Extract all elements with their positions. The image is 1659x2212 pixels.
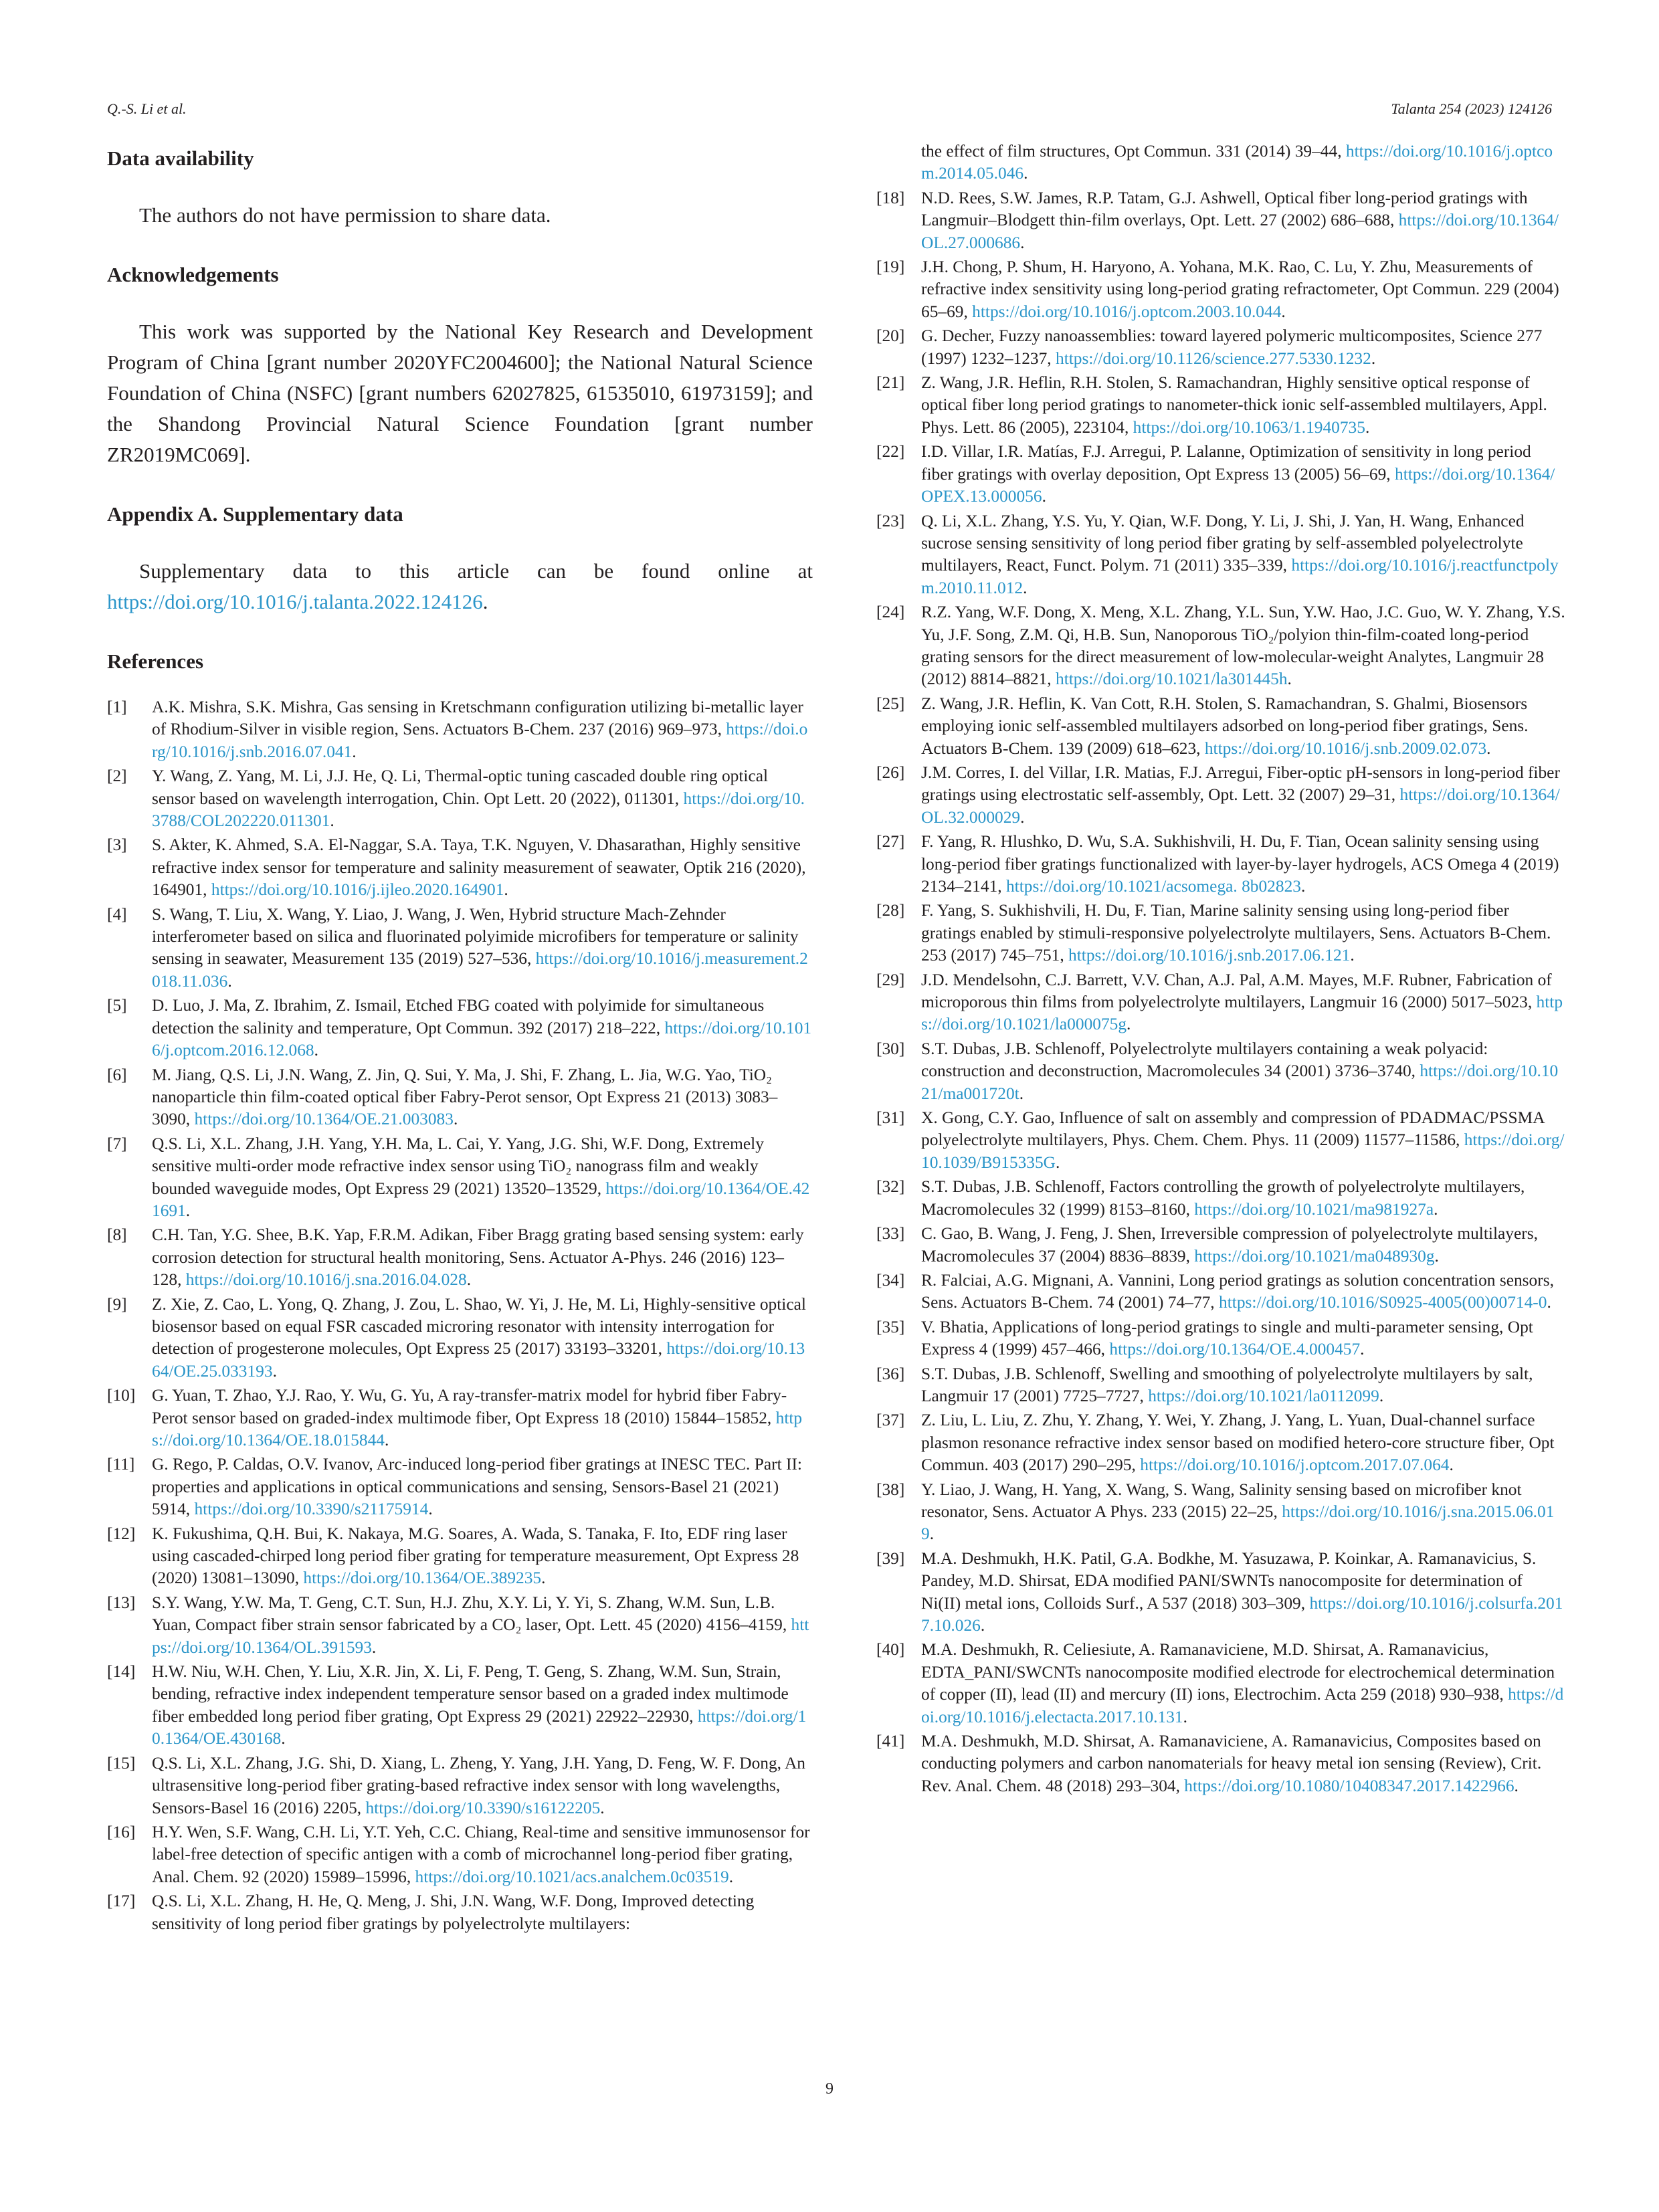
reference-number: [7] [107, 1134, 127, 1153]
reference-item [876, 510, 1565, 600]
reference-item [107, 834, 813, 901]
reference-end: . [1350, 946, 1355, 965]
reference-item [107, 904, 813, 993]
reference-text: Q.S. Li, X.L. Zhang, J.G. Shi, D. Xiang, L. Zheng, Y. Yang, J.H. Yang, D. Feng, W. F. Dong, An ultrasensitive long-period fiber grating-based refractive index sensor with long wavelengths, Sensors-Basel 16 (2016) 2205, [152, 1753, 805, 1817]
appendix-heading: Appendix A. Supplementary data [107, 502, 403, 526]
reference-text: C.H. Tan, Y.G. Shee, B.K. Yap, F.R.M. Adikan, Fiber Bragg grating based sensing system: early corrosion detection for structural health monitoring, Sens. Actuator A-Phys. 246 (2016) 123–128, [152, 1225, 804, 1290]
reference-item [107, 1224, 813, 1291]
reference-item [876, 256, 1565, 323]
reference-link[interactable]: https://doi.org/10.1016/j.optcom.2017.07.064 [1140, 1455, 1450, 1475]
reference-end: . [1019, 1084, 1024, 1103]
reference-item [876, 1479, 1565, 1546]
reference-number: [11] [107, 1455, 135, 1474]
reference-text: S. Akter, K. Ahmed, S.A. El-Naggar, S.A. Taya, T.K. Nguyen, V. Dhasarathan, Highly sensitive refractive index sensor for temperature and salinity measurement of seawater, Optik 216 (2020), 164901, [152, 835, 806, 900]
reference-link[interactable]: https://doi.org/10.1021/ma048930g [1194, 1246, 1435, 1266]
reference-link[interactable]: https://doi.org/10.1364/OPEX.13.000056 [921, 464, 1555, 506]
reference-item [876, 831, 1565, 898]
reference-number: [3] [107, 835, 127, 855]
reference-item [876, 1639, 1565, 1728]
reference-end: . [1434, 1246, 1439, 1266]
reference-17-continuation [876, 140, 1565, 185]
reference-end: . [1287, 670, 1292, 689]
reference-end: . [728, 1867, 734, 1886]
reference-text: G. Decher, Fuzzy nanoassemblies: toward layered polymeric multicomposites, Science 277 (1997) 1232–1237, [921, 326, 1543, 368]
reference-number: [9] [107, 1294, 127, 1314]
reference-link[interactable]: https://doi.org/10.1021/acs.analchem.0c03519 [415, 1867, 729, 1886]
reference-link[interactable]: https://doi.org/10.1016/j.measurement.2018.11.036 [152, 949, 808, 991]
reference-text: S.T. Dubas, J.B. Schlenoff, Swelling and smoothing of polyelectrolyte multilayers by salt, Langmuir 17 (2001) 7725–7727, [921, 1364, 1533, 1405]
reference-item [876, 441, 1565, 508]
reference-end: . [541, 1569, 546, 1588]
reference-number: [41] [876, 1732, 905, 1751]
data-availability-heading: Data availability [107, 146, 254, 170]
reference-number: [16] [107, 1822, 136, 1841]
reference-link[interactable]: https://doi.org/10.1364/OL.391593 [152, 1615, 809, 1657]
reference-text: F. Yang, S. Sukhishvili, H. Du, F. Tian, Marine salinity sensing using long-period fiber gratings enabled by stimuli-responsive polyelectrolyte multilayers, Sens. Actuators B-Chem. 253 (2017) 745–751, [921, 901, 1551, 965]
reference-end: . [466, 1270, 472, 1290]
reference-number: [15] [107, 1753, 136, 1773]
reference-text: I.D. Villar, I.R. Matías, F.J. Arregui, P. Lalanne, Optimization of sensitivity in long period fiber gratings with overlay deposition, Opt Express 13 (2005) 56–69, [921, 442, 1531, 484]
reference-end: . [1371, 348, 1376, 368]
reference-item [107, 1592, 813, 1659]
reference-end: . [1547, 1293, 1551, 1312]
reference-link[interactable]: https://doi.org/10.1016/j.colsurfa.2017.10.026 [921, 1593, 1563, 1635]
appendix-text-end: . [482, 590, 488, 613]
reference-link[interactable]: https://doi.org/10.3390/s16122205 [365, 1798, 601, 1817]
reference-end: . [980, 1616, 985, 1635]
reference-item [107, 696, 813, 763]
right-column [876, 140, 1565, 1799]
reference-text: G. Yuan, T. Zhao, Y.J. Rao, Y. Wu, G. Yu, A ray-transfer-matrix model for hybrid fiber Fabry-Perot sensor based on graded-index multimode fiber, Opt Express 18 (2010) 15844–15852, [152, 1386, 787, 1427]
reference-link[interactable]: https://doi.org/10.3390/s21175914 [194, 1500, 429, 1519]
reference-link[interactable]: https://doi.org/10.1016/j.electacta.2017.10.131 [921, 1685, 1564, 1726]
reference-link[interactable]: https://doi.org/10.1364/OL.32.000029 [921, 785, 1560, 827]
reference-text: J.H. Chong, P. Shum, H. Haryono, A. Yohana, M.K. Rao, C. Lu, Y. Zhu, Measurements of refractive index sensitivity using long-period grating refractometer, Opt Commun. 229 (2004) 65–69, [921, 258, 1559, 321]
reference-end: . [227, 971, 232, 991]
reference-number: [1] [107, 698, 127, 716]
reference-text: Z. Wang, J.R. Heflin, K. Van Cott, R.H. Stolen, S. Ramachandran, S. Ghalmi, Biosensors employing ionic self-assembled multilayers adsorbed on long-period fiber gratings, Sens. Actuators B-Chem. 139 (2009) 618–623, [921, 694, 1529, 758]
reference-link[interactable]: https://doi.org/10.1364/OE.4.000457 [1109, 1340, 1361, 1359]
reference-link[interactable]: https://doi.org/10.1039/B915335G [921, 1130, 1565, 1172]
reference-item [107, 1294, 813, 1383]
reference-item [876, 1730, 1565, 1797]
reference-link[interactable]: https://doi.org/10.1016/j.optcom.2003.10.044 [972, 302, 1282, 321]
reference-text: M. Jiang, Q.S. Li, J.N. Wang, Z. Jin, Q. Sui, Y. Ma, J. Shi, F. Zhang, L. Jia, W.G. Yao, TiO₂ nanoparticle thin film-coated optical fiber Fabry-Perot sensor, Opt Express 21 (2013) 3083–3090, [152, 1065, 778, 1129]
reference-number: [37] [876, 1411, 905, 1430]
reference-end: . [1281, 302, 1286, 321]
reference-item [107, 1385, 813, 1451]
reference-link[interactable]: https://doi.org/10.1021/acsomega. 8b02823 [1005, 877, 1301, 896]
reference-number: [8] [107, 1225, 127, 1245]
reference-link[interactable]: https://doi.org/10.1016/j.ijleo.2020.164901 [211, 880, 504, 900]
reference-item [107, 1890, 813, 1935]
reference-number: [30] [876, 1039, 905, 1058]
reference-link[interactable]: https://doi.org/10.1364/OE.21.003083 [194, 1110, 454, 1129]
reference-link[interactable]: https://doi.org/10.1016/j.optcom.2016.12.068 [152, 1018, 812, 1060]
reference-end: . [1434, 1199, 1438, 1219]
reference-link[interactable]: https://doi.org/10.1016/j.snb.2016.07.041 [152, 720, 808, 761]
reference-item [107, 1752, 813, 1819]
reference-text: S.T. Dubas, J.B. Schlenoff, Factors controlling the growth of polyelectrolyte multilayers, Macromolecules 32 (1999) 8153–8160, [921, 1177, 1525, 1219]
reference-number: [31] [876, 1108, 905, 1128]
reference-item [876, 900, 1565, 967]
reference-number: [26] [876, 763, 905, 782]
reference-text: X. Gong, C.Y. Gao, Influence of salt on assembly and compression of PDADMAC/PSSMA polyelectrolyte multilayers, Phys. Chem. Chem. Phys. 11 (2009) 11577–11586, [921, 1108, 1545, 1150]
reference-text: Z. Liu, L. Liu, Z. Zhu, Y. Zhang, Y. Wei, Y. Zhang, J. Yang, L. Yuan, Dual-channel surface plasmon resonance refractive index sensor based on modified hetero-core structure fiber, Opt Commun. 403 (2017) 290–295, [921, 1411, 1555, 1475]
reference-text: R.Z. Yang, W.F. Dong, X. Meng, X.L. Zhang, Y.L. Sun, Y.W. Hao, J.C. Guo, W. Y. Zhang, Y.S. Yu, J.F. Song, Z.M. Qi, H.B. Sun, Nanoporous TiO₂/polyion thin-film-coated long-period grating sensors for the direct measurement of low-molecular-weight Analytes, Langmuir 28 (2012) 8814–8821, [921, 603, 1565, 689]
reference-item [876, 1270, 1565, 1314]
page-number: 9 [825, 2080, 834, 2098]
reference-item [107, 1821, 813, 1888]
reference-number: [12] [107, 1524, 136, 1543]
reference-link[interactable]: https://doi.org/10.1126/science.277.5330.1232 [1056, 348, 1371, 368]
reference-number: [34] [876, 1270, 905, 1290]
reference-item [107, 1064, 813, 1131]
reference-number: [4] [107, 904, 127, 924]
reference-item [876, 1548, 1565, 1637]
reference-link[interactable]: https://doi.org/10.1364/OE.18.015844 [152, 1408, 803, 1449]
reference-number: [36] [876, 1364, 905, 1383]
reference-item [107, 765, 813, 832]
reference-end: . [1042, 487, 1046, 506]
reference-end: . [600, 1798, 605, 1817]
reference-end: . [1020, 807, 1025, 827]
reference-text: Y. Wang, Z. Yang, M. Li, J.J. He, Q. Li, Thermal-optic tuning cascaded double ring optical sensor based on wavelength interrogation, Chin. Opt Lett. 20 (2022), 011301, [152, 767, 769, 808]
reference-number: [5] [107, 996, 127, 1015]
reference-link[interactable]: https://doi.org/10.1016/j.snb.2017.06.121 [1068, 946, 1351, 965]
reference-item [876, 372, 1565, 439]
reference-item [876, 693, 1565, 760]
reference-end: . [1020, 233, 1025, 252]
reference-item [876, 969, 1565, 1036]
reference-17-continuation-text: the effect of film structures, Opt Commun. 331 (2014) 39–44, [921, 142, 1346, 161]
reference-17-link[interactable]: https://doi.org/10.1016/j.optcom.2014.05.046 [921, 142, 1553, 183]
reference-text: K. Fukushima, Q.H. Bui, K. Nakaya, M.G. Soares, A. Wada, S. Tanaka, F. Ito, EDF ring laser using cascaded-chirped long period fiber grating for temperature measurement, Opt Express 28 (2020) 13081–13090, [152, 1524, 799, 1588]
reference-number: [22] [876, 442, 905, 462]
reference-text: S. Wang, T. Liu, X. Wang, Y. Liao, J. Wang, J. Wen, Hybrid structure Mach-Zehnder interferometer based on silica and fluorinated polyimide microfibers for temperature or salinity sensing in seawater, Measurement 135 (2019) 527–536, [152, 904, 799, 969]
reference-end: . [1056, 1152, 1060, 1172]
reference-link[interactable]: https://doi.org/10.1021/la0112099 [1148, 1386, 1379, 1405]
reference-number: [19] [876, 258, 905, 277]
appendix-section [107, 500, 813, 617]
reference-text: M.A. Deshmukh, H.K. Patil, G.A. Bodkhe, M. Yasuzawa, P. Koinkar, A. Ramanavicius, S. Pandey, M.D. Shirsat, EDA modified PANI/SWNTs nanocomposite for determination of Ni(II) metal ions, Colloids Surf., A 537 (2018) 303–309, [921, 1548, 1537, 1613]
reference-end: . [1127, 1015, 1131, 1034]
reference-number: [20] [876, 326, 905, 346]
reference-item [876, 1363, 1565, 1408]
reference-item [107, 1453, 813, 1520]
reference-end: . [314, 1041, 318, 1060]
reference-text: C. Gao, B. Wang, J. Feng, J. Shen, Irreversible compression of polyelectrolyte multilayers, Macromolecules 37 (2004) 8836–8839, [921, 1224, 1538, 1266]
running-head-journal: Talanta 254 (2023) 124126 [1391, 100, 1552, 117]
reference-link[interactable]: https://doi.org/10.1021/la301445h [1056, 670, 1288, 689]
reference-text: N.D. Rees, S.W. James, R.P. Tatam, G.J. Ashwell, Optical fiber long-period gratings with Langmuir–Blodgett thin-film overlays, Opt. Lett. 27 (2002) 686–688, [921, 188, 1528, 230]
reference-number: [6] [107, 1065, 127, 1084]
reference-number: [23] [876, 511, 905, 530]
reference-number: [39] [876, 1548, 905, 1568]
reference-text: S.Y. Wang, Y.W. Ma, T. Geng, C.T. Sun, H.J. Zhu, X.Y. Li, Y. Yi, S. Zhang, W.M. Sun, L.B. Yuan, Compact fiber strain sensor fabricated by a CO₂ laser, Opt. Lett. 45 (2020) 4156–4159, [152, 1593, 791, 1635]
reference-end: . [185, 1201, 191, 1220]
reference-number: [24] [876, 603, 905, 622]
appendix-text [107, 556, 813, 617]
reference-end: . [371, 1637, 377, 1657]
reference-text: H.W. Niu, W.H. Chen, Y. Liu, X.R. Jin, X. Li, F. Peng, T. Geng, S. Zhang, W.M. Sun, Strain, bending, refractive index independent temperature sensor based on a graded index multimode fiber embedded long period fiber grating, Opt Express 29 (2021) 22922–22930, [152, 1662, 789, 1726]
reference-link[interactable]: https://doi.org/10.1063/1.1940735 [1133, 417, 1365, 437]
reference-number: [28] [876, 901, 905, 920]
reference-link[interactable]: https://doi.org/10.1364/OE.25.033193 [152, 1339, 805, 1381]
data-availability-text: The authors do not have permission to share data. [139, 203, 551, 227]
appendix-text-body: Supplementary data to this article can be found online at [139, 559, 813, 583]
reference-link[interactable]: https://doi.org/10.1016/j.sna.2015.06.019 [921, 1502, 1555, 1544]
reference-item [876, 1409, 1565, 1476]
reference-number: [32] [876, 1177, 905, 1197]
reference-end: . [504, 880, 508, 900]
reference-end: . [1514, 1776, 1519, 1795]
reference-text: D. Luo, J. Ma, Z. Ibrahim, Z. Ismail, Etched FBG coated with polyimide for simultaneous detection the salinity and temperature, Opt Commun. 392 (2017) 218–222, [152, 996, 765, 1037]
reference-text: J.M. Corres, I. del Villar, I.R. Matias, F.J. Arregui, Fiber-optic pH-sensors in long-period fiber gratings using electrostatic self-assembly, Opt. Lett. 32 (2007) 29–31, [921, 763, 1560, 805]
reference-text: G. Rego, P. Caldas, O.V. Ivanov, Arc-induced long-period fiber gratings at INESC TEC. Part II: properties and applications in optical communications and sensing, Sensors-Basel 21 (2021) 5914, [152, 1455, 802, 1519]
reference-end: . [1449, 1455, 1454, 1475]
running-head-authors: Q.-S. Li et al. [107, 100, 187, 117]
reference-text: H.Y. Wen, S.F. Wang, C.H. Li, Y.T. Yeh, C.C. Chiang, Real-time and sensitive immunosensor for label-free detection of specific antigen with a comb of microchannel long-period fiber grating, Anal. Chem. 92 (2020) 15989–15996, [152, 1822, 810, 1886]
reference-number: [38] [876, 1480, 905, 1499]
reference-text: M.A. Deshmukh, M.D. Shirsat, A. Ramanaviciene, A. Ramanavicius, Composites based on conducting polymers and carbon nanomaterials for heavy metal ion sensing (Review), Crit. Rev. Anal. Chem. 48 (2018) 293–304, [921, 1732, 1542, 1795]
reference-link[interactable]: https://doi.org/10.1021/ma981927a [1194, 1199, 1434, 1219]
reference-number: [29] [876, 970, 905, 989]
reference-link[interactable]: https://doi.org/10.1080/10408347.2017.1422966 [1184, 1776, 1515, 1795]
reference-item [876, 1223, 1565, 1268]
reference-text: Q. Li, X.L. Zhang, Y.S. Yu, Y. Qian, W.F. Dong, Y. Li, J. Shi, J. Yan, H. Wang, Enhanced sucrose sensing sensitivity of long period fiber grating by self-assembled polyelectrolyte multilayers, React, Funct. Polym. 71 (2011) 335–339, [921, 511, 1525, 575]
appendix-link[interactable]: https://doi.org/10.1016/j.talanta.2022.124126 [107, 590, 483, 613]
reference-end: . [453, 1110, 458, 1129]
reference-text: A.K. Mishra, S.K. Mishra, Gas sensing in Kretschmann configuration utilizing bi-metallic layer of Rhodium-Silver in visible region, Sens. Actuators B-Chem. 237 (2016) 969–973, [152, 698, 803, 739]
reference-text: M.A. Deshmukh, R. Celiesiute, A. Ramanaviciene, M.D. Shirsat, A. Ramanavicius, EDTA_PANI/SWCNTs nanocomposite modified electrode for electrochemical determination of copper (II), lead (II) and mercury (II) ions, Electrochim. Acta 259 (2018) 930–938, [921, 1640, 1555, 1704]
acknowledgements-section [107, 260, 813, 470]
reference-end: . [1183, 1707, 1187, 1726]
reference-end: . [330, 811, 334, 831]
reference-end: . [281, 1729, 286, 1748]
reference-number: [33] [876, 1224, 905, 1243]
acknowledgements-heading: Acknowledgements [107, 263, 279, 286]
acknowledgements-text: This work was supported by the National Key Research and Development Program of China [grant number 2020YFC2004600]; the National Natural Science Foundation of China (NSFC) [grant numbers 62027825, 61535010, 61973159]; and the Shandong Provincial Natural Science Foundation [grant number ZR2019MC069]. [107, 320, 813, 466]
reference-number: [18] [876, 188, 905, 207]
reference-text: Q.S. Li, X.L. Zhang, H. He, Q. Meng, J. Shi, J.N. Wang, W.F. Dong, Improved detecting sensitivity of long period fiber gratings by polyelectrolyte multilayers: [152, 1892, 755, 1933]
reference-text: F. Yang, R. Hlushko, D. Wu, S.A. Sukhishvili, H. Du, F. Tian, Ocean salinity sensing using long-period fiber gratings functionalized with layer-by-layer hydrogels, ACS Omega 4 (2019) 2134–2141, [921, 832, 1559, 896]
reference-number: [40] [876, 1640, 905, 1660]
reference-link[interactable]: https://doi.org/10.1016/j.sna.2016.04.028 [185, 1270, 467, 1290]
reference-end: . [1360, 1340, 1365, 1359]
reference-end: . [1365, 417, 1370, 437]
reference-item [876, 762, 1565, 829]
reference-number: [35] [876, 1317, 905, 1336]
reference-item [876, 1316, 1565, 1361]
reference-number: [17] [107, 1892, 136, 1911]
reference-item [107, 1523, 813, 1590]
reference-item [107, 1661, 813, 1750]
reference-text: Z. Wang, J.R. Heflin, R.H. Stolen, S. Ramachandran, Highly sensitive optical response of optical fiber long period gratings to nanometer-thick ionic self-assembled multilayers, Appl. Phys. Lett. 86 (2005), 223104, [921, 373, 1547, 437]
reference-text: Z. Xie, Z. Cao, L. Yong, Q. Zhang, J. Zou, L. Shao, W. Yi, J. He, M. Li, Highly-sensitive optical biosensor based on equal FSR cascaded microring resonator with intensity interrogation for detection of progesterone molecules, Opt Express 25 (2017) 33193–33201, [152, 1294, 806, 1359]
reference-17-end: . [1023, 164, 1028, 183]
reference-link[interactable]: https://doi.org/10.1016/j.snb.2009.02.073 [1204, 738, 1487, 758]
reference-number: [10] [107, 1386, 136, 1405]
reference-item [876, 601, 1565, 691]
reference-item [107, 995, 813, 1062]
reference-link[interactable]: https://doi.org/10.1364/OL.27.000686 [921, 211, 1559, 252]
reference-link[interactable]: https://doi.org/10.1021/ma001720t [921, 1062, 1559, 1103]
reference-text: Q.S. Li, X.L. Zhang, J.H. Yang, Y.H. Ma, L. Cai, Y. Yang, J.G. Shi, W.F. Dong, Extremely sensitive multi-order mode refractive index sensor using TiO₂ nanograss film and weakly bounded waveguide modes, Opt Express 29 (2021) 13520–13529, [152, 1134, 764, 1198]
reference-item [876, 325, 1565, 370]
reference-text: S.T. Dubas, J.B. Schlenoff, Polyelectrolyte multilayers containing a weak polyacid: construction and deconstruction, Macromolecules 34 (2001) 3736–3740, [921, 1039, 1488, 1081]
references-heading: References [107, 649, 204, 673]
reference-link[interactable]: https://doi.org/10.3788/COL202220.011301 [152, 789, 805, 831]
reference-end: . [929, 1524, 935, 1544]
reference-item [876, 187, 1565, 254]
reference-text: Y. Liao, J. Wang, H. Yang, X. Wang, S. Wang, Salinity sensing based on microfiber knot resonator, Sens. Actuator A Phys. 233 (2015) 22–25, [921, 1480, 1522, 1521]
reference-end: . [272, 1361, 277, 1381]
reference-item [876, 1107, 1565, 1174]
reference-text: V. Bhatia, Applications of long-period gratings to single and multi-parameter sensing, Opt Express 4 (1999) 457–466, [921, 1317, 1533, 1359]
reference-number: [2] [107, 767, 127, 786]
reference-link[interactable]: https://doi.org/10.1364/OE.421691 [152, 1179, 810, 1220]
reference-item [107, 1133, 813, 1223]
reference-end: . [1486, 738, 1491, 758]
reference-number: [14] [107, 1662, 136, 1682]
reference-item [876, 1038, 1565, 1105]
reference-end: . [1300, 877, 1306, 896]
reference-end: . [428, 1500, 433, 1519]
reference-end: . [1379, 1386, 1384, 1405]
reference-list-left [107, 696, 813, 1935]
reference-link[interactable]: https://doi.org/10.1016/j.reactfunctpolym.2010.11.012 [921, 556, 1559, 597]
reference-link[interactable]: https://doi.org/10.1021/la000075g [921, 993, 1563, 1034]
reference-item [876, 1176, 1565, 1221]
reference-end: . [352, 742, 357, 761]
reference-number: [13] [107, 1593, 136, 1612]
reference-link[interactable]: https://doi.org/10.1364/OE.430168 [152, 1706, 807, 1748]
reference-number: [27] [876, 832, 905, 851]
reference-text: R. Falciai, A.G. Mignani, A. Vannini, Long period gratings as solution concentration sensors, Sens. Actuators B-Chem. 74 (2001) 74–77, [921, 1270, 1554, 1312]
left-column [107, 144, 813, 1937]
reference-link[interactable]: https://doi.org/10.1364/OE.389235 [303, 1569, 542, 1588]
reference-number: [21] [876, 373, 905, 393]
reference-end: . [1023, 578, 1028, 597]
data-availability-section [107, 144, 813, 231]
reference-list-right [876, 187, 1565, 1797]
reference-link[interactable]: https://doi.org/10.1016/S0925-4005(00)00714-0 [1219, 1293, 1547, 1312]
reference-end: . [384, 1431, 389, 1449]
reference-number: [25] [876, 694, 905, 713]
reference-text: J.D. Mendelsohn, C.J. Barrett, V.V. Chan, A.J. Pal, A.M. Mayes, M.F. Rubner, Fabrication of microporous thin films from polyelectrolyte multilayers, Langmuir 16 (2000) 5017–5023, [921, 970, 1552, 1012]
